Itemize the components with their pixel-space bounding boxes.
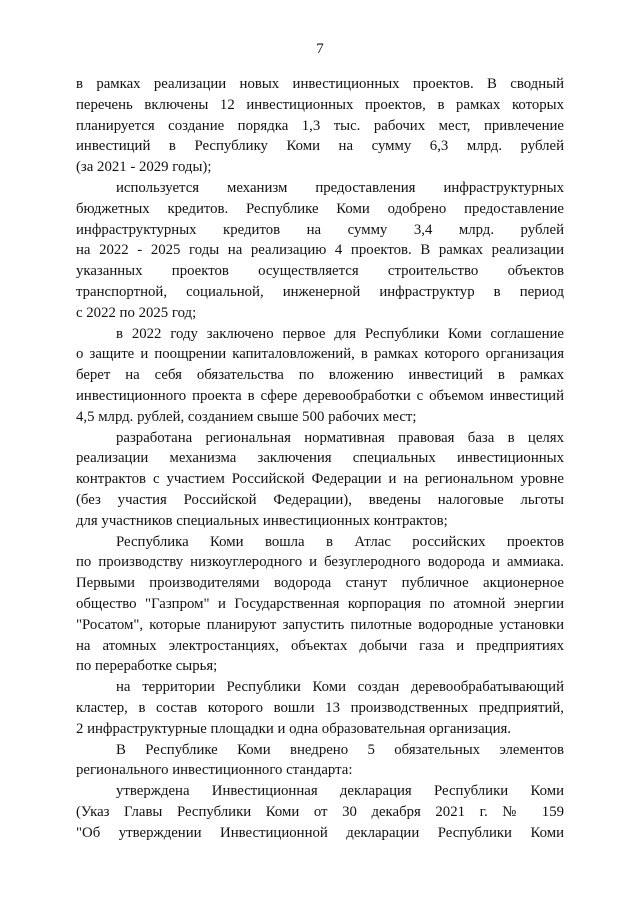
text-line: перечень включены 12 инвестиционных проектов, в рамках которых [76, 96, 564, 113]
text-line: 4,5 млрд. рублей, созданием свыше 500 рабочих мест; [76, 408, 417, 425]
text-line: разработана региональная нормативная правовая база в целях [116, 429, 564, 446]
text-line: инфраструктурных кредитов на сумму 3,4 млрд. рублей [76, 221, 564, 238]
text-line: (без участия Российской Федерации), введены налоговые льготы [76, 491, 564, 508]
text-line: используется механизм предоставления инфраструктурных [116, 179, 564, 196]
text-line: утверждена Инвестиционная декларация Республики Коми [116, 783, 564, 800]
text-line: в 2022 году заключено первое для Республики Коми соглашение [116, 325, 564, 342]
text-line: о защите и поощрении капиталовложений, в рамках которого организация [76, 346, 564, 363]
text-line: (за 2021 - 2029 годы); [76, 159, 212, 176]
text-line: на атомных электростанциях, объектах добычи газа и предприятиях [76, 637, 564, 654]
text-line: инвестиционного проекта в сфере деревообработки с объемом инвестиций [76, 387, 564, 404]
text-line: общество "Газпром" и Государственная корпорация по атомной энергии [76, 595, 564, 612]
text-line: указанных проектов осуществляется строительство объектов [76, 263, 564, 280]
text-line: В Республике Коми внедрено 5 обязательных элементов [116, 741, 564, 758]
text-line: Республика Коми вошла в Атлас российских проектов [116, 533, 564, 550]
text-line: "Об утверждении Инвестиционной декларации Республики Коми [76, 824, 564, 841]
text-line: по производству низкоуглеродного и безуглеродного водорода и аммиака. [76, 554, 564, 571]
text-line: по переработке сырья; [76, 658, 218, 675]
text-line: инвестиций в Республику Коми на сумму 6,3 млрд. рублей [76, 138, 564, 155]
text-line: (Указ Главы Республики Коми от 30 декабря 2021 г. № 159 [76, 803, 564, 820]
text-line: реализации механизма заключения специальных инвестиционных [76, 450, 564, 467]
text-line: "Росатом", которые планируют запустить пилотные водородные установки [76, 616, 564, 633]
text-line: на 2022 - 2025 годы на реализацию 4 проектов. В рамках реализации [76, 242, 564, 259]
text-line: регионального инвестиционного стандарта: [76, 762, 353, 779]
text-line: берет на себя обязательства по вложению инвестиций в рамках [76, 367, 564, 384]
document-body [76, 74, 564, 843]
page-number: 7 [316, 41, 324, 57]
text-line: планируется создание порядка 1,3 тыс. рабочих мест, привлечение [76, 117, 564, 134]
text-line: бюджетных кредитов. Республике Коми одобрено предоставление [76, 200, 564, 217]
text-line: на территории Республики Коми создан деревообрабатывающий [116, 679, 564, 696]
text-line: контрактов с участием Российской Федерации и на региональном уровне [76, 471, 564, 488]
text-line: кластер, в состав которого вошли 13 производственных предприятий, [76, 699, 564, 716]
text-line: в рамках реализации новых инвестиционных проектов. В сводный [76, 76, 564, 92]
text-line: для участников специальных инвестиционных контрактов; [76, 512, 448, 529]
text-line: с 2022 по 2025 год; [76, 304, 197, 321]
text-line: Первыми производителями водорода станут публичное акционерное [76, 575, 564, 592]
text-line: транспортной, социальной, инженерной инфраструктур в период [76, 283, 564, 300]
text-line: 2 инфраструктурные площадки и одна образовательная организация. [76, 720, 512, 737]
